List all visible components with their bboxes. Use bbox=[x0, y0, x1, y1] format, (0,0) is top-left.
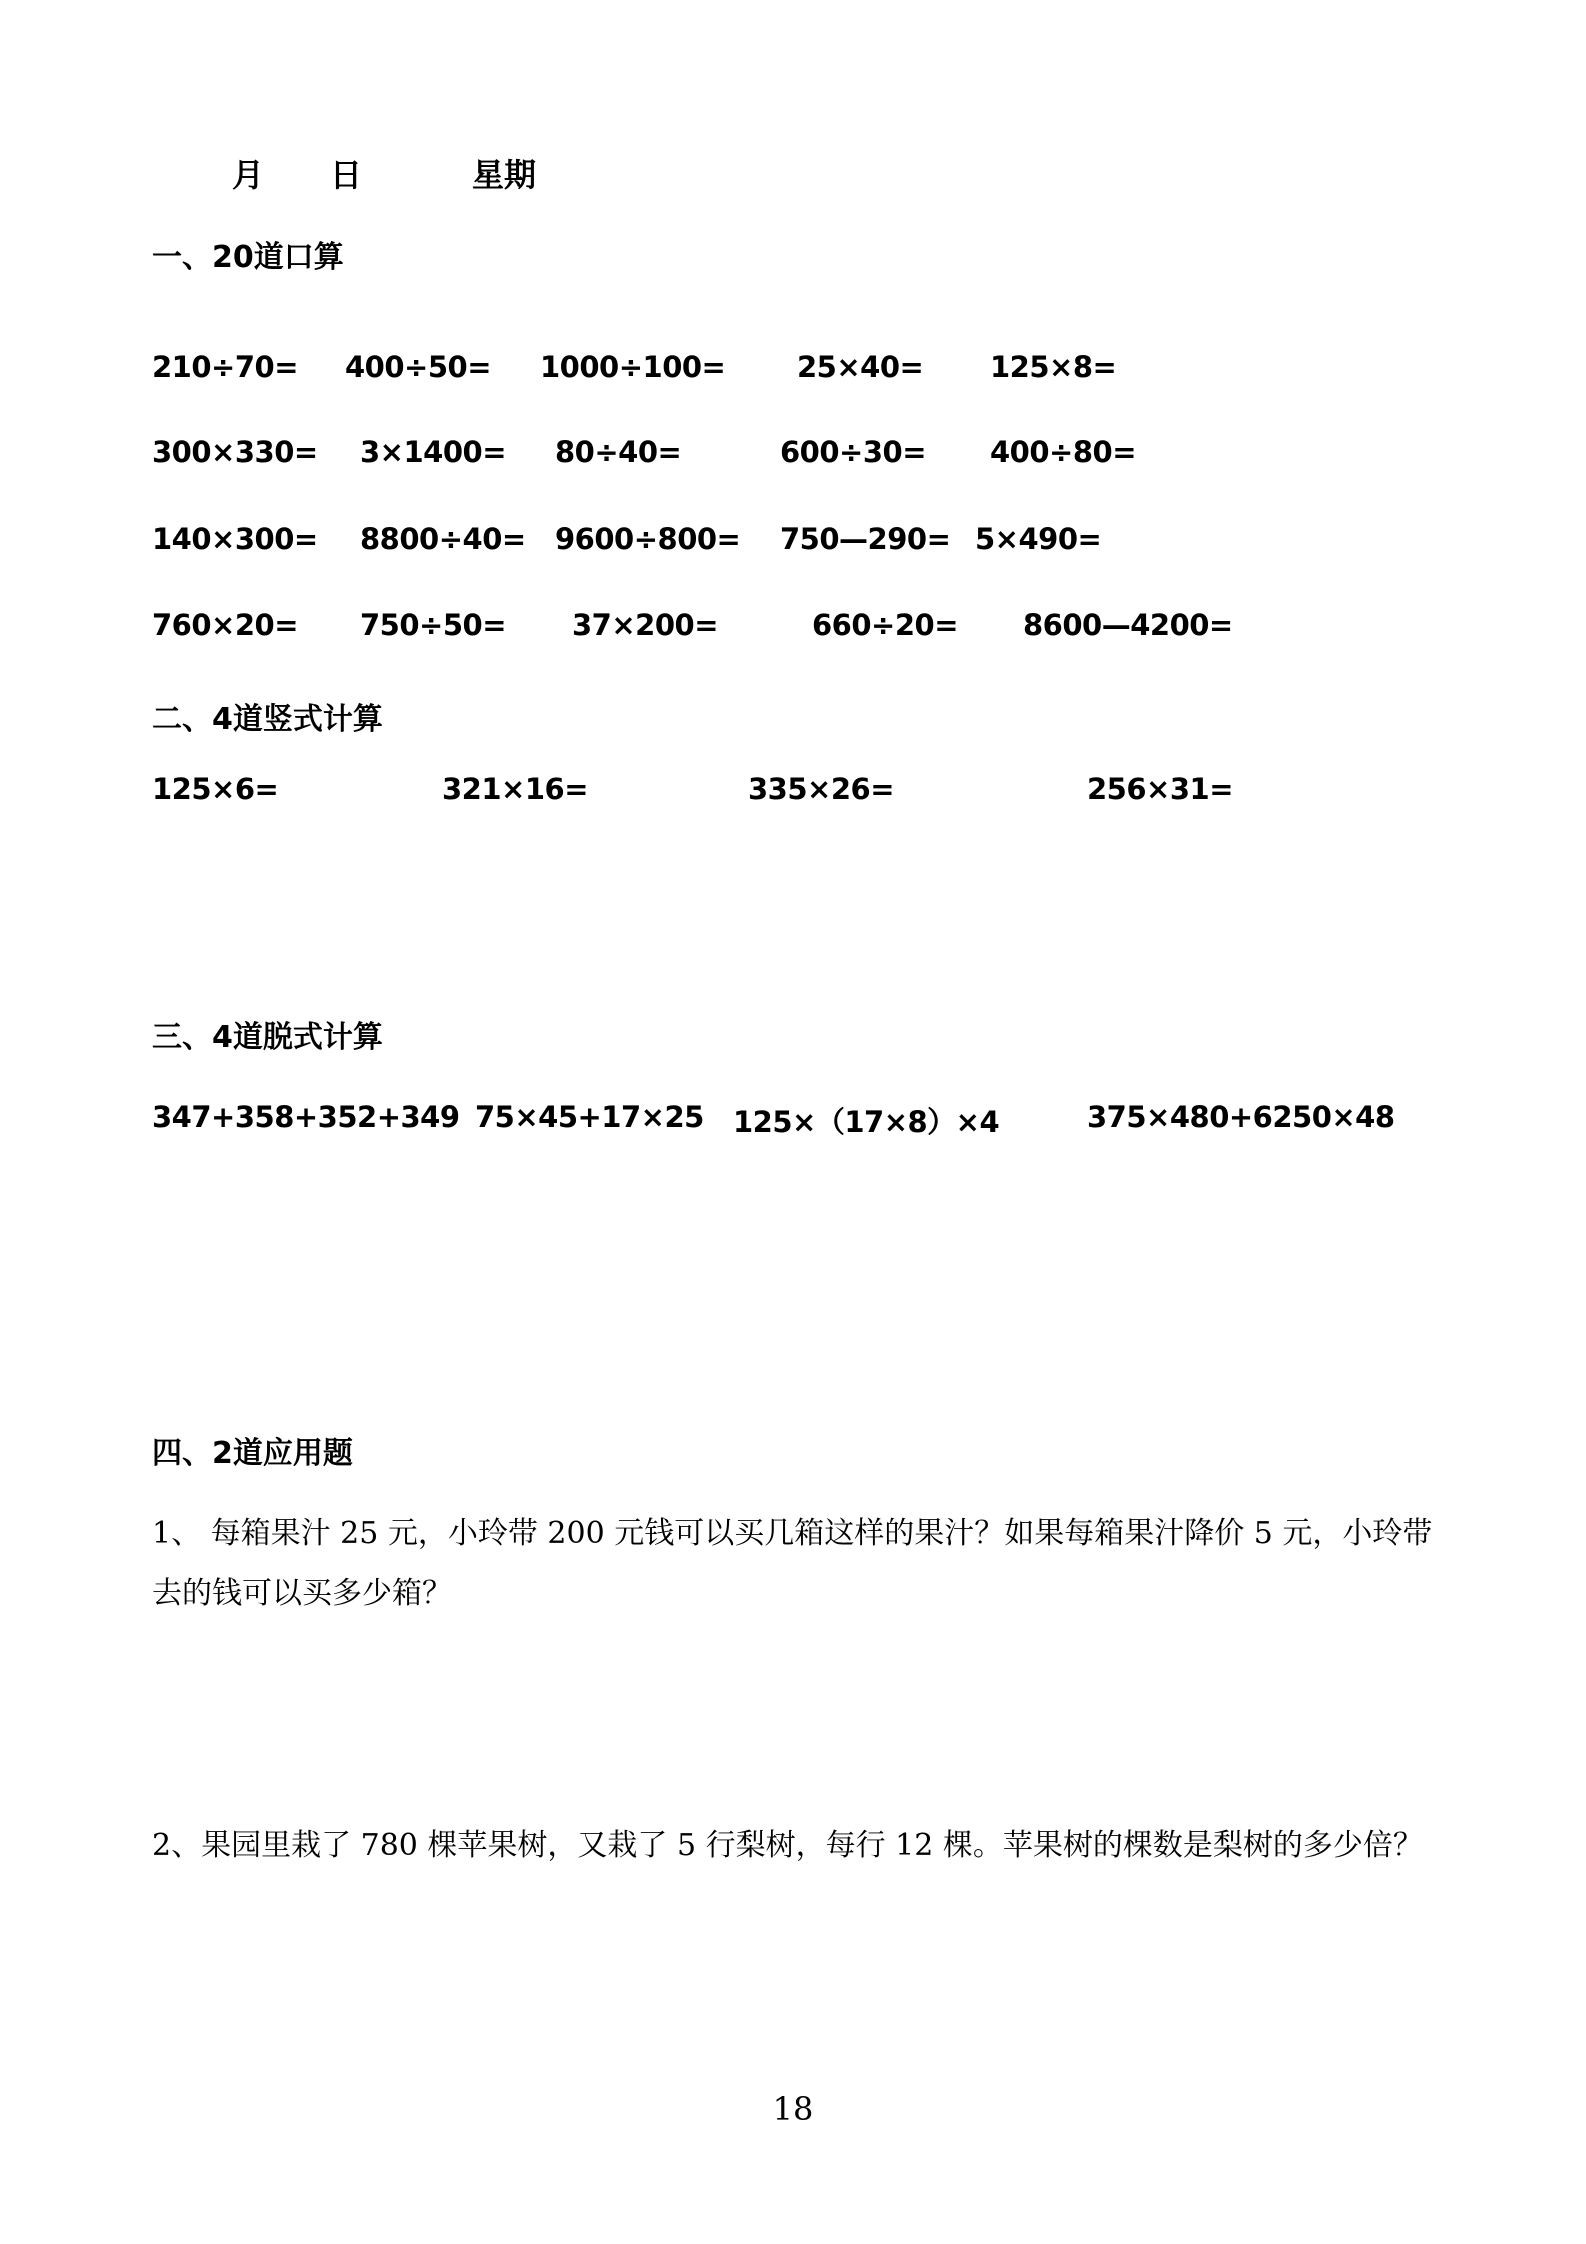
oral-item: 600÷30= bbox=[780, 435, 926, 469]
oral-item: 25×40= bbox=[797, 350, 924, 384]
oral-item: 80÷40= bbox=[555, 435, 682, 469]
word-problem-1: 1、 每箱果汁 25 元，小玲带 200 元钱可以买几箱这样的果汁？如果每箱果汁降价 5 元，小玲带去的钱可以买多少箱？ bbox=[152, 1516, 1433, 1611]
oral-item: 400÷80= bbox=[990, 435, 1136, 469]
weekday-label: 星期 bbox=[472, 156, 537, 194]
stepwise-item: 375×480+6250×48 bbox=[1087, 1100, 1395, 1134]
day-label: 日 bbox=[330, 156, 363, 194]
section-title-stepwise: 三、4道脱式计算 bbox=[152, 1020, 383, 1055]
oral-item: 750—290= bbox=[780, 522, 951, 556]
oral-item: 125×8= bbox=[990, 350, 1117, 384]
oral-item: 660÷20= bbox=[812, 608, 958, 642]
vertical-item: 256×31= bbox=[1087, 772, 1233, 806]
oral-row-2 bbox=[0, 435, 1586, 479]
oral-row-1 bbox=[0, 350, 1586, 394]
page-number: 18 bbox=[772, 2090, 814, 2128]
section-title-oral: 一、20道口算 bbox=[152, 240, 344, 275]
vertical-item: 335×26= bbox=[748, 772, 894, 806]
oral-item: 8800÷40= bbox=[360, 522, 526, 556]
section-title-vertical: 二、4道竖式计算 bbox=[152, 702, 383, 737]
vertical-item: 125×6= bbox=[152, 772, 279, 806]
stepwise-item: 125×（17×8）×4 bbox=[733, 1105, 1000, 1139]
oral-row-4 bbox=[0, 608, 1586, 652]
oral-item: 5×490= bbox=[975, 522, 1102, 556]
stepwise-item: 347+358+352+349 bbox=[152, 1100, 460, 1134]
oral-item: 750÷50= bbox=[360, 608, 506, 642]
oral-item: 760×20= bbox=[152, 608, 298, 642]
oral-item: 8600—4200= bbox=[1023, 608, 1233, 642]
stepwise-row bbox=[0, 1100, 1586, 1144]
oral-row-3 bbox=[0, 522, 1586, 566]
vertical-item: 321×16= bbox=[442, 772, 588, 806]
oral-item: 3×1400= bbox=[360, 435, 506, 469]
oral-item: 140×300= bbox=[152, 522, 318, 556]
oral-item: 1000÷100= bbox=[540, 350, 726, 384]
oral-item: 37×200= bbox=[572, 608, 718, 642]
word-problem-2: 2、果园里栽了 780 棵苹果树，又栽了 5 行梨树，每行 12 棵。苹果树的棵数是梨树的多少倍？ bbox=[152, 1828, 1423, 1863]
section-title-word: 四、2道应用题 bbox=[152, 1436, 353, 1471]
oral-item: 210÷70= bbox=[152, 350, 298, 384]
oral-item: 400÷50= bbox=[345, 350, 491, 384]
oral-item: 300×330= bbox=[152, 435, 318, 469]
stepwise-item: 75×45+17×25 bbox=[475, 1100, 704, 1134]
month-label: 月 bbox=[232, 156, 265, 194]
oral-item: 9600÷800= bbox=[555, 522, 741, 556]
vertical-row bbox=[0, 772, 1586, 816]
